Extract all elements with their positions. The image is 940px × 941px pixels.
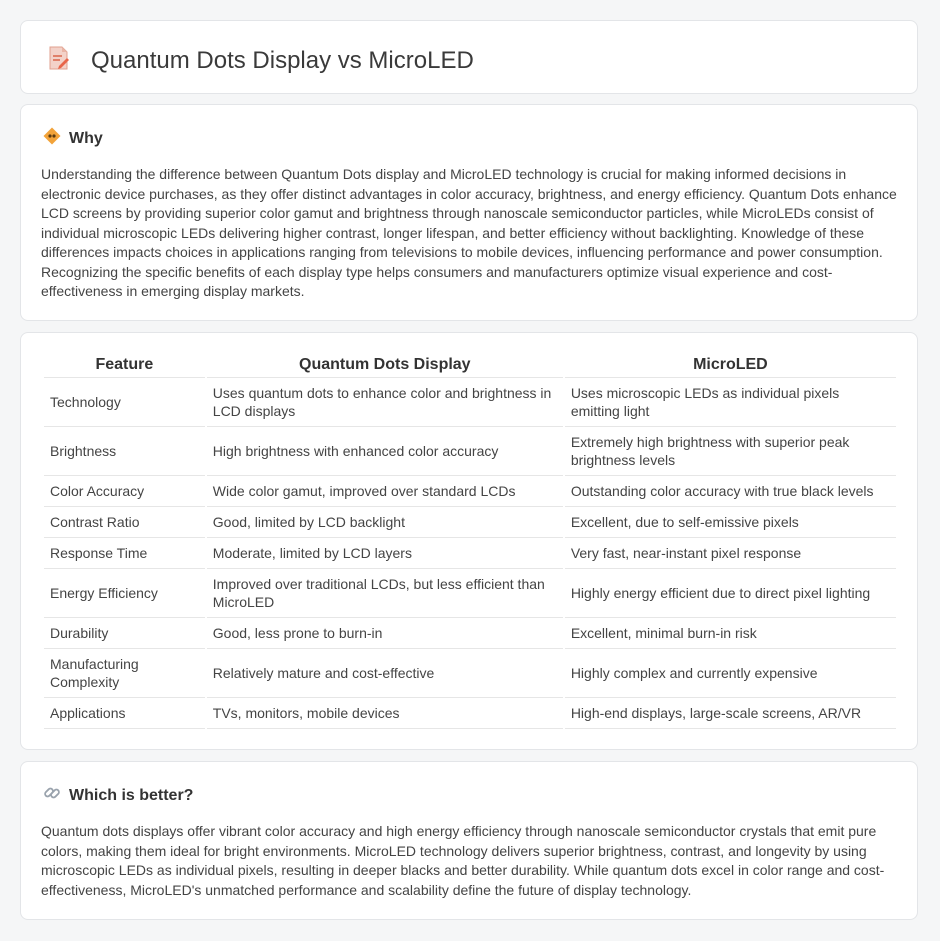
table-row	[44, 507, 896, 538]
microled-cell: Extremely high brightness with superior peak brightness levels	[565, 427, 896, 476]
microled-cell: Highly energy efficient due to direct pixel lighting	[565, 569, 896, 618]
feature-cell: Technology	[44, 378, 205, 427]
table-row	[44, 476, 896, 507]
table-row	[44, 618, 896, 649]
microled-cell: Outstanding color accuracy with true black levels	[565, 476, 896, 507]
column-header: Feature	[44, 353, 205, 378]
feature-cell: Manufacturing Complexity	[44, 649, 205, 698]
quantum-dots-cell: Improved over traditional LCDs, but less efficient than MicroLED	[207, 569, 563, 618]
feature-cell: Response Time	[44, 538, 205, 569]
microled-cell: Excellent, minimal burn-in risk	[565, 618, 896, 649]
feature-cell: Energy Efficiency	[44, 569, 205, 618]
microled-cell: Highly complex and currently expensive	[565, 649, 896, 698]
feature-cell: Applications	[44, 698, 205, 729]
quantum-dots-cell: Good, limited by LCD backlight	[207, 507, 563, 538]
quantum-dots-cell: Moderate, limited by LCD layers	[207, 538, 563, 569]
table-row	[44, 427, 896, 476]
microled-cell: Very fast, near-instant pixel response	[565, 538, 896, 569]
comparison-table	[42, 353, 898, 729]
diamond-sign-icon	[43, 127, 61, 150]
comparison-section	[20, 332, 918, 750]
why-text: Understanding the difference between Quantum Dots display and MicroLED technology is crucial for making informed decisions in electronic device purchases, as they offer distinct advantages in color accuracy, brightness, and energy efficiency. Quantum Dots enhance LCD screens by providing superior color gamut and brightness through nanoscale semiconductor particles, while MicroLEDs consist of individual microscopic LEDs delivering higher contrast, longer lifespan, and better efficiency without backlighting. Knowledge of these differences impacts choices in applications ranging from televisions to mobile devices, influencing performance and power consumption. Recognizing the specific benefits of each display type helps consumers and manufacturers optimize visual experience and cost-effectiveness in emerging display markets.	[41, 166, 897, 299]
quantum-dots-cell: TVs, monitors, mobile devices	[207, 698, 563, 729]
which-is-better-text: Quantum dots displays offer vibrant color accuracy and high energy efficiency through nanoscale semiconductor crystals that emit pure colors, making them ideal for bright environments. MicroLED technology delivers superior brightness, contrast, and longevity by using microscopic LEDs as individual pixels, resulting in deeper blacks and better durability. While quantum dots excel in color range and cost-effectiveness, MicroLED's unmatched performance and scalability define the future of display technology.	[41, 823, 885, 898]
feature-cell: Color Accuracy	[44, 476, 205, 507]
table-header-row	[44, 353, 896, 378]
feature-cell: Contrast Ratio	[44, 507, 205, 538]
document-pen-icon	[47, 45, 71, 76]
page-title: Quantum Dots Display vs MicroLED	[91, 46, 474, 74]
microled-cell: Excellent, due to self-emissive pixels	[565, 507, 896, 538]
which-is-better-heading: Which is better?	[69, 786, 194, 804]
which-is-better-section	[20, 761, 918, 920]
table-row	[44, 378, 896, 427]
column-header: Quantum Dots Display	[207, 353, 563, 378]
quantum-dots-cell: Wide color gamut, improved over standard LCDs	[207, 476, 563, 507]
quantum-dots-cell: Relatively mature and cost-effective	[207, 649, 563, 698]
quantum-dots-cell: Good, less prone to burn-in	[207, 618, 563, 649]
why-heading: Why	[69, 129, 103, 147]
why-section	[20, 104, 918, 321]
link-icon	[43, 784, 61, 807]
feature-cell: Brightness	[44, 427, 205, 476]
quantum-dots-cell: Uses quantum dots to enhance color and brightness in LCD displays	[207, 378, 563, 427]
table-row	[44, 649, 896, 698]
microled-cell: Uses microscopic LEDs as individual pixels emitting light	[565, 378, 896, 427]
title-card	[20, 20, 918, 94]
quantum-dots-cell: High brightness with enhanced color accuracy	[207, 427, 563, 476]
feature-cell: Durability	[44, 618, 205, 649]
table-row	[44, 698, 896, 729]
column-header: MicroLED	[565, 353, 896, 378]
table-row	[44, 538, 896, 569]
microled-cell: High-end displays, large-scale screens, AR/VR	[565, 698, 896, 729]
table-row	[44, 569, 896, 618]
